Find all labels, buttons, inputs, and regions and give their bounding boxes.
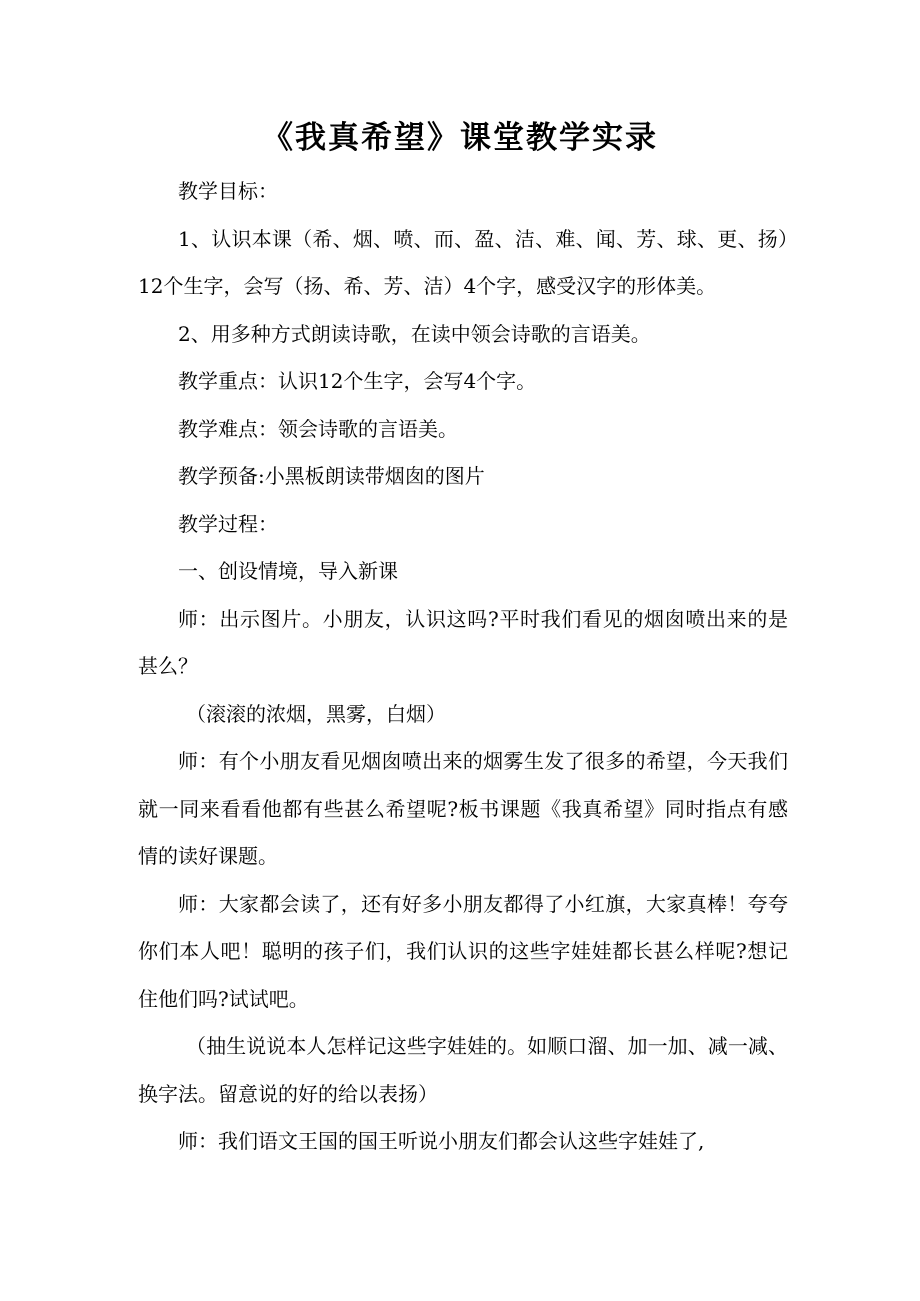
objective-1: 1、认识本课（希、烟、喷、而、盈、洁、难、闻、芳、球、更、扬）12个生字，会写（扬、希、芳、洁）4个字，感受汉字的形体美。 bbox=[138, 226, 788, 298]
objectives-heading: 教学目标： bbox=[178, 179, 278, 203]
teacher-line-4: 师：我们语文王国的国王听说小朋友们都会认这些字娃娃了, bbox=[178, 1129, 705, 1153]
document-title: 《我真希望》课堂教学实录 bbox=[262, 120, 658, 156]
process-heading: 教学过程： bbox=[178, 511, 278, 536]
teaching-preparation: 教学预备:小黑板朗读带烟囱的图片 bbox=[178, 464, 485, 488]
teacher-line-1: 师：出示图片。小朋友，认识这吗?平时我们看见的烟囱喷出来的是甚么？ bbox=[138, 606, 788, 678]
teacher-line-2: 师：有个小朋友看见烟囱喷出来的烟雾生发了很多的希望，今天我们就一同来看看他都有些甚么希望呢?板书课题《我真希望》同时指点有感情的读好课题。 bbox=[138, 749, 788, 868]
teacher-line-3: 师：大家都会读了，还有好多小朋友都得了小红旗，大家真棒！夸夸你们本人吧！聪明的孩子们，我们认识的这些字娃娃都长甚么样呢?想记住他们吗?试试吧。 bbox=[138, 891, 788, 1011]
document-body bbox=[138, 168, 788, 1166]
classroom-note: （抽生说说本人怎样记这些字娃娃的。如顺口溜、加一加、减一减、换字法。留意说的好的给以表扬） bbox=[138, 1034, 788, 1106]
section-1-heading: 一、创设情境，导入新课 bbox=[178, 559, 398, 583]
objective-2: 2、用多种方式朗读诗歌，在读中领会诗歌的言语美。 bbox=[178, 321, 651, 346]
teaching-difficulty: 教学难点：领会诗歌的言语美。 bbox=[178, 416, 458, 441]
teaching-focus: 教学重点：认识12个生字，会写4个字。 bbox=[178, 369, 537, 393]
student-response-1: （滚滚的浓烟，黑雾，白烟） bbox=[186, 701, 446, 726]
